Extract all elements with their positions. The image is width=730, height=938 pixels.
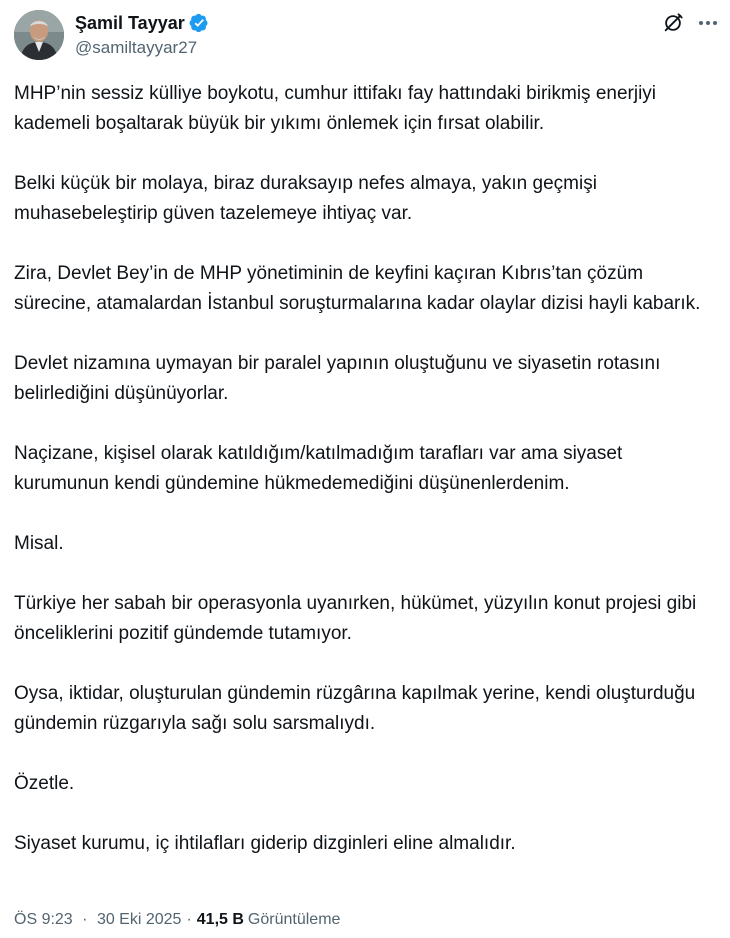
verified-badge-icon[interactable] xyxy=(189,13,209,33)
display-name-row xyxy=(75,12,209,34)
handle[interactable]: @samiltayyar27 xyxy=(75,38,198,57)
tweet-time: ÖS 9:23 xyxy=(14,911,73,928)
tweet-paragraph: Zira, Devlet Bey’in de MHP yönetiminin de keyfini kaçıran Kıbrıs’tan çözüm sürecine, atamalardan İstanbul soruşturmalarına kadar olaylar dizisi hayli kabarık. xyxy=(14,263,701,314)
tweet-date: 30 Eki 2025 xyxy=(96,911,182,928)
separator: · xyxy=(186,911,192,928)
views-label: Görüntüleme xyxy=(247,911,341,928)
avatar[interactable] xyxy=(14,10,64,60)
tweet-text xyxy=(14,79,720,889)
grok-icon[interactable] xyxy=(662,12,684,34)
tweet-paragraph: Belki küçük bir molaya, biraz duraksayıp nefes almaya, yakın geçmişi muhasebeleştirip güven tazelemeye ihtiyaç var. xyxy=(14,173,597,224)
tweet-header xyxy=(14,10,720,62)
views-count: 41,5 B xyxy=(196,911,244,928)
tweet-paragraph: Devlet nizamına uymayan bir paralel yapının oluştuğunu ve siyasetin rotasını belirlediğini düşünüyorlar. xyxy=(14,353,661,404)
tweet-paragraph: Özetle. xyxy=(14,773,75,794)
display-name[interactable]: Şamil Tayyar xyxy=(75,13,185,33)
tweet-meta xyxy=(14,908,340,932)
tweet-paragraph: Siyaset kurumu, iç ihtilafları giderip dizginleri eline almalıdır. xyxy=(14,833,516,854)
avatar-photo xyxy=(14,10,64,60)
tweet-paragraph: Oysa, iktidar, oluşturulan gündemin rüzgârına kapılmak yerine, kendi oluşturduğu gündemin rüzgarıyla sağı solu sarsmalıydı. xyxy=(14,683,696,734)
tweet-paragraph: Misal. xyxy=(14,533,64,554)
timestamp-link[interactable] xyxy=(14,908,181,932)
separator: · xyxy=(82,911,88,928)
tweet-paragraph: Naçizane, kişisel olarak katıldığım/katılmadığım tarafları var ama siyaset kurumunun kendi gündemine hükmedemediğini düşünenlerdenim. xyxy=(14,443,623,494)
more-options-icon[interactable] xyxy=(696,12,720,34)
tweet-paragraph: Türkiye her sabah bir operasyonla uyanırken, hükümet, yüzyılın konut projesi gibi önceliklerini pozitif gündemde tutamıyor. xyxy=(14,593,697,644)
author-names xyxy=(75,12,209,59)
tweet-paragraph: MHP’nin sessiz külliye boykotu, cumhur ittifakı fay hattındaki birikmiş enerjiyi kademeli boşaltarak büyük bir yıkımı önlemek için fırsat olabilir. xyxy=(14,83,657,134)
